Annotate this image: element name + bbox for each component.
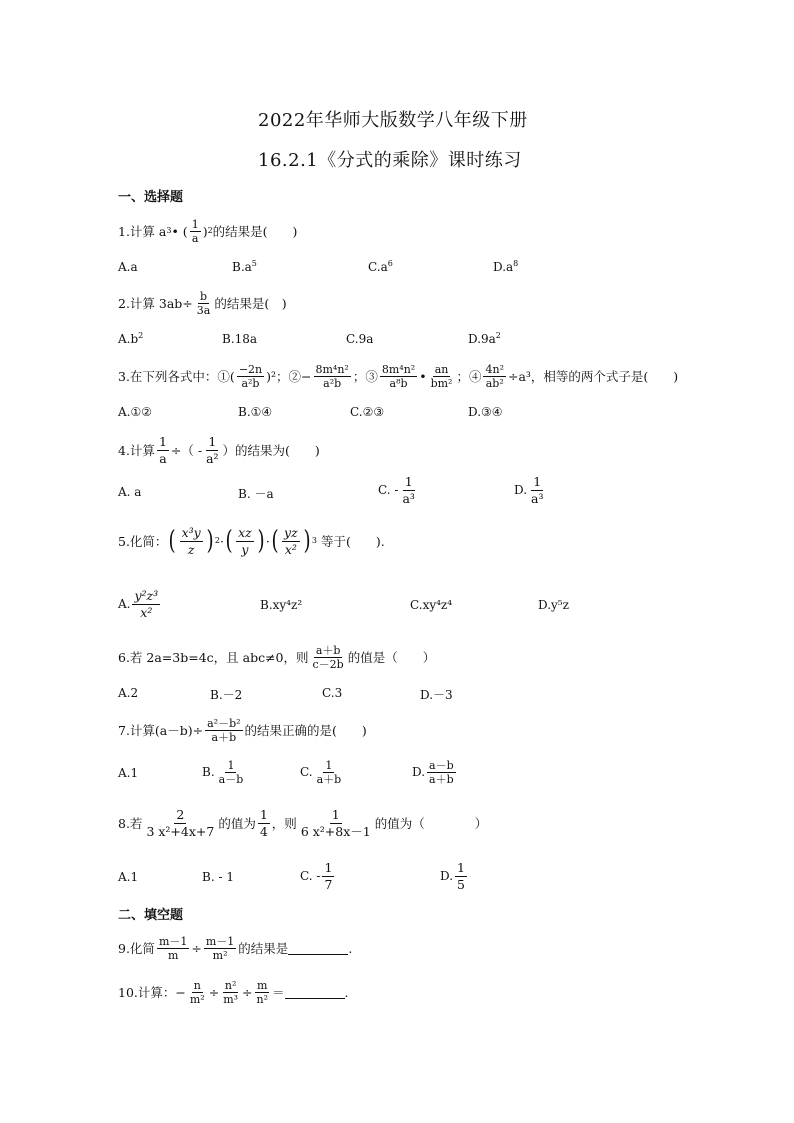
q2-option-a: $A.b^2$	[118, 331, 144, 346]
q8-option-b: B. - 1	[202, 870, 234, 884]
title-line-2: 16.2.1《分式的乘除》课时练习	[258, 150, 522, 171]
q1-option-b: $B.a^5$	[232, 259, 257, 274]
q1-option-d: $D.a^8$	[493, 259, 519, 274]
question-3: 3.在下列各式中：①( $\frac{-2n}{\text{a²b}}$ )²；②− $\frac{\text{8m⁴n²}}{\text{a²b}}$ ；③ $\frac{\text{8m⁴n²}}{\text{a⁸b}}$ • $\frac{an}{\text{bm²}}$ ；④ $\frac{\text{4n²}}{\text{ab²}}$ ÷a³，相等的两个式子是( )	[118, 362, 679, 390]
answer-blank[interactable]	[285, 986, 345, 999]
q6-option-d: D.－3	[420, 688, 453, 702]
section-heading-choice: 一、选择题	[118, 190, 184, 205]
q8-option-a: A.1	[118, 870, 139, 884]
q7-option-d: D. $\frac{a-b}{a+b}$	[412, 758, 454, 786]
q3-option-c: C.②③	[350, 405, 385, 419]
q7-option-a: A.1	[118, 766, 139, 780]
q6-option-a: A.2	[118, 686, 139, 700]
section-heading-fill: 二、填空题	[118, 908, 184, 923]
q8-option-d: D. $\frac{1}{5}$	[440, 859, 465, 892]
title-line-1: 2022年华师大版数学八年级下册	[258, 110, 528, 131]
q7-option-b: B. $\frac{1}{a-b}$	[202, 758, 244, 786]
question-8: 8.若 $\frac{2}{\text{3 x²+4x+7}}$ 的值为 $\frac{1}{4}$ ，则 $\frac{1}{\text{6 x²+8x－1}}$ 的值为（ ）	[118, 806, 488, 839]
q4-option-c: C. - $\frac{1}{\text{a³}}$	[378, 473, 415, 506]
q1-option-a: A.a	[118, 260, 138, 274]
q5-option-d: D.y⁵z	[538, 598, 569, 612]
q2-option-b: B.18a	[222, 332, 258, 346]
q3-option-d: D.③④	[468, 405, 503, 419]
question-6: 6.若 2a=3b=4c，且 abc≠0，则 $\frac{a+b}{c-2b}$ 的值是（ ）	[118, 643, 436, 671]
q1-option-c: $C.a^6$	[368, 259, 393, 274]
q2-option-d: $D.9a^2$	[468, 331, 501, 346]
question-7: 7.计算(a－b)÷ $\frac{\text{a²－b²}}{a+b}$ 的结果正确的是( )	[118, 716, 367, 744]
q4-option-b: B. －a	[238, 487, 274, 501]
question-9: 9.化简 $\frac{m-1}{m}$ ÷ $\frac{m-1}{\text{m²}}$ 的结果是 .	[118, 934, 353, 962]
q3-option-b: B.①④	[238, 405, 273, 419]
question-5: 5.化简： ( $\frac{\text{x³y}}{z}$ ) 2 · ( $\frac{xz}{y}$ ) · ( $\frac{yz}{\text{x²}}$ ) 3 等于( ).	[118, 524, 385, 557]
q3-option-a: A.①②	[118, 405, 152, 419]
q5-option-c: C.xy⁴z⁴	[410, 598, 453, 612]
q4-option-a: A. a	[118, 485, 142, 499]
question-4: 4.计算 $\frac{1}{a}$ ÷（ - $\frac{1}{\text{a²}}$ ）的结果为( )	[118, 433, 320, 466]
q5-option-a: A. $\frac{\text{y²z³}}{\text{x²}}$	[118, 587, 159, 620]
q7-option-c: C. $\frac{1}{a+b}$	[300, 758, 342, 786]
question-2: 2.计算 3ab÷ $\frac{b}{3a}$ 的结果是( )	[118, 289, 287, 317]
q6-option-c: C.3	[322, 686, 343, 700]
q4-option-d: D. $\frac{1}{\text{a³}}$	[514, 473, 544, 506]
q2-option-c: C.9a	[346, 332, 374, 346]
q5-option-b: B.xy⁴z²	[260, 598, 303, 612]
q6-option-b: B.－2	[210, 688, 243, 702]
answer-blank[interactable]	[288, 942, 348, 955]
question-10: 10.计算：− $\frac{n}{\text{m²}}$ ÷ $\frac{\text{n²}}{\text{m³}}$ ÷ $\frac{m}{\text{n²}}$ ＝ .	[118, 978, 349, 1006]
q8-option-c: C. - $\frac{1}{7}$	[300, 859, 333, 892]
question-1: 1.计算 a 3 • ( $\frac{1}{a}$ ) 2 的结果是( )	[118, 217, 298, 245]
